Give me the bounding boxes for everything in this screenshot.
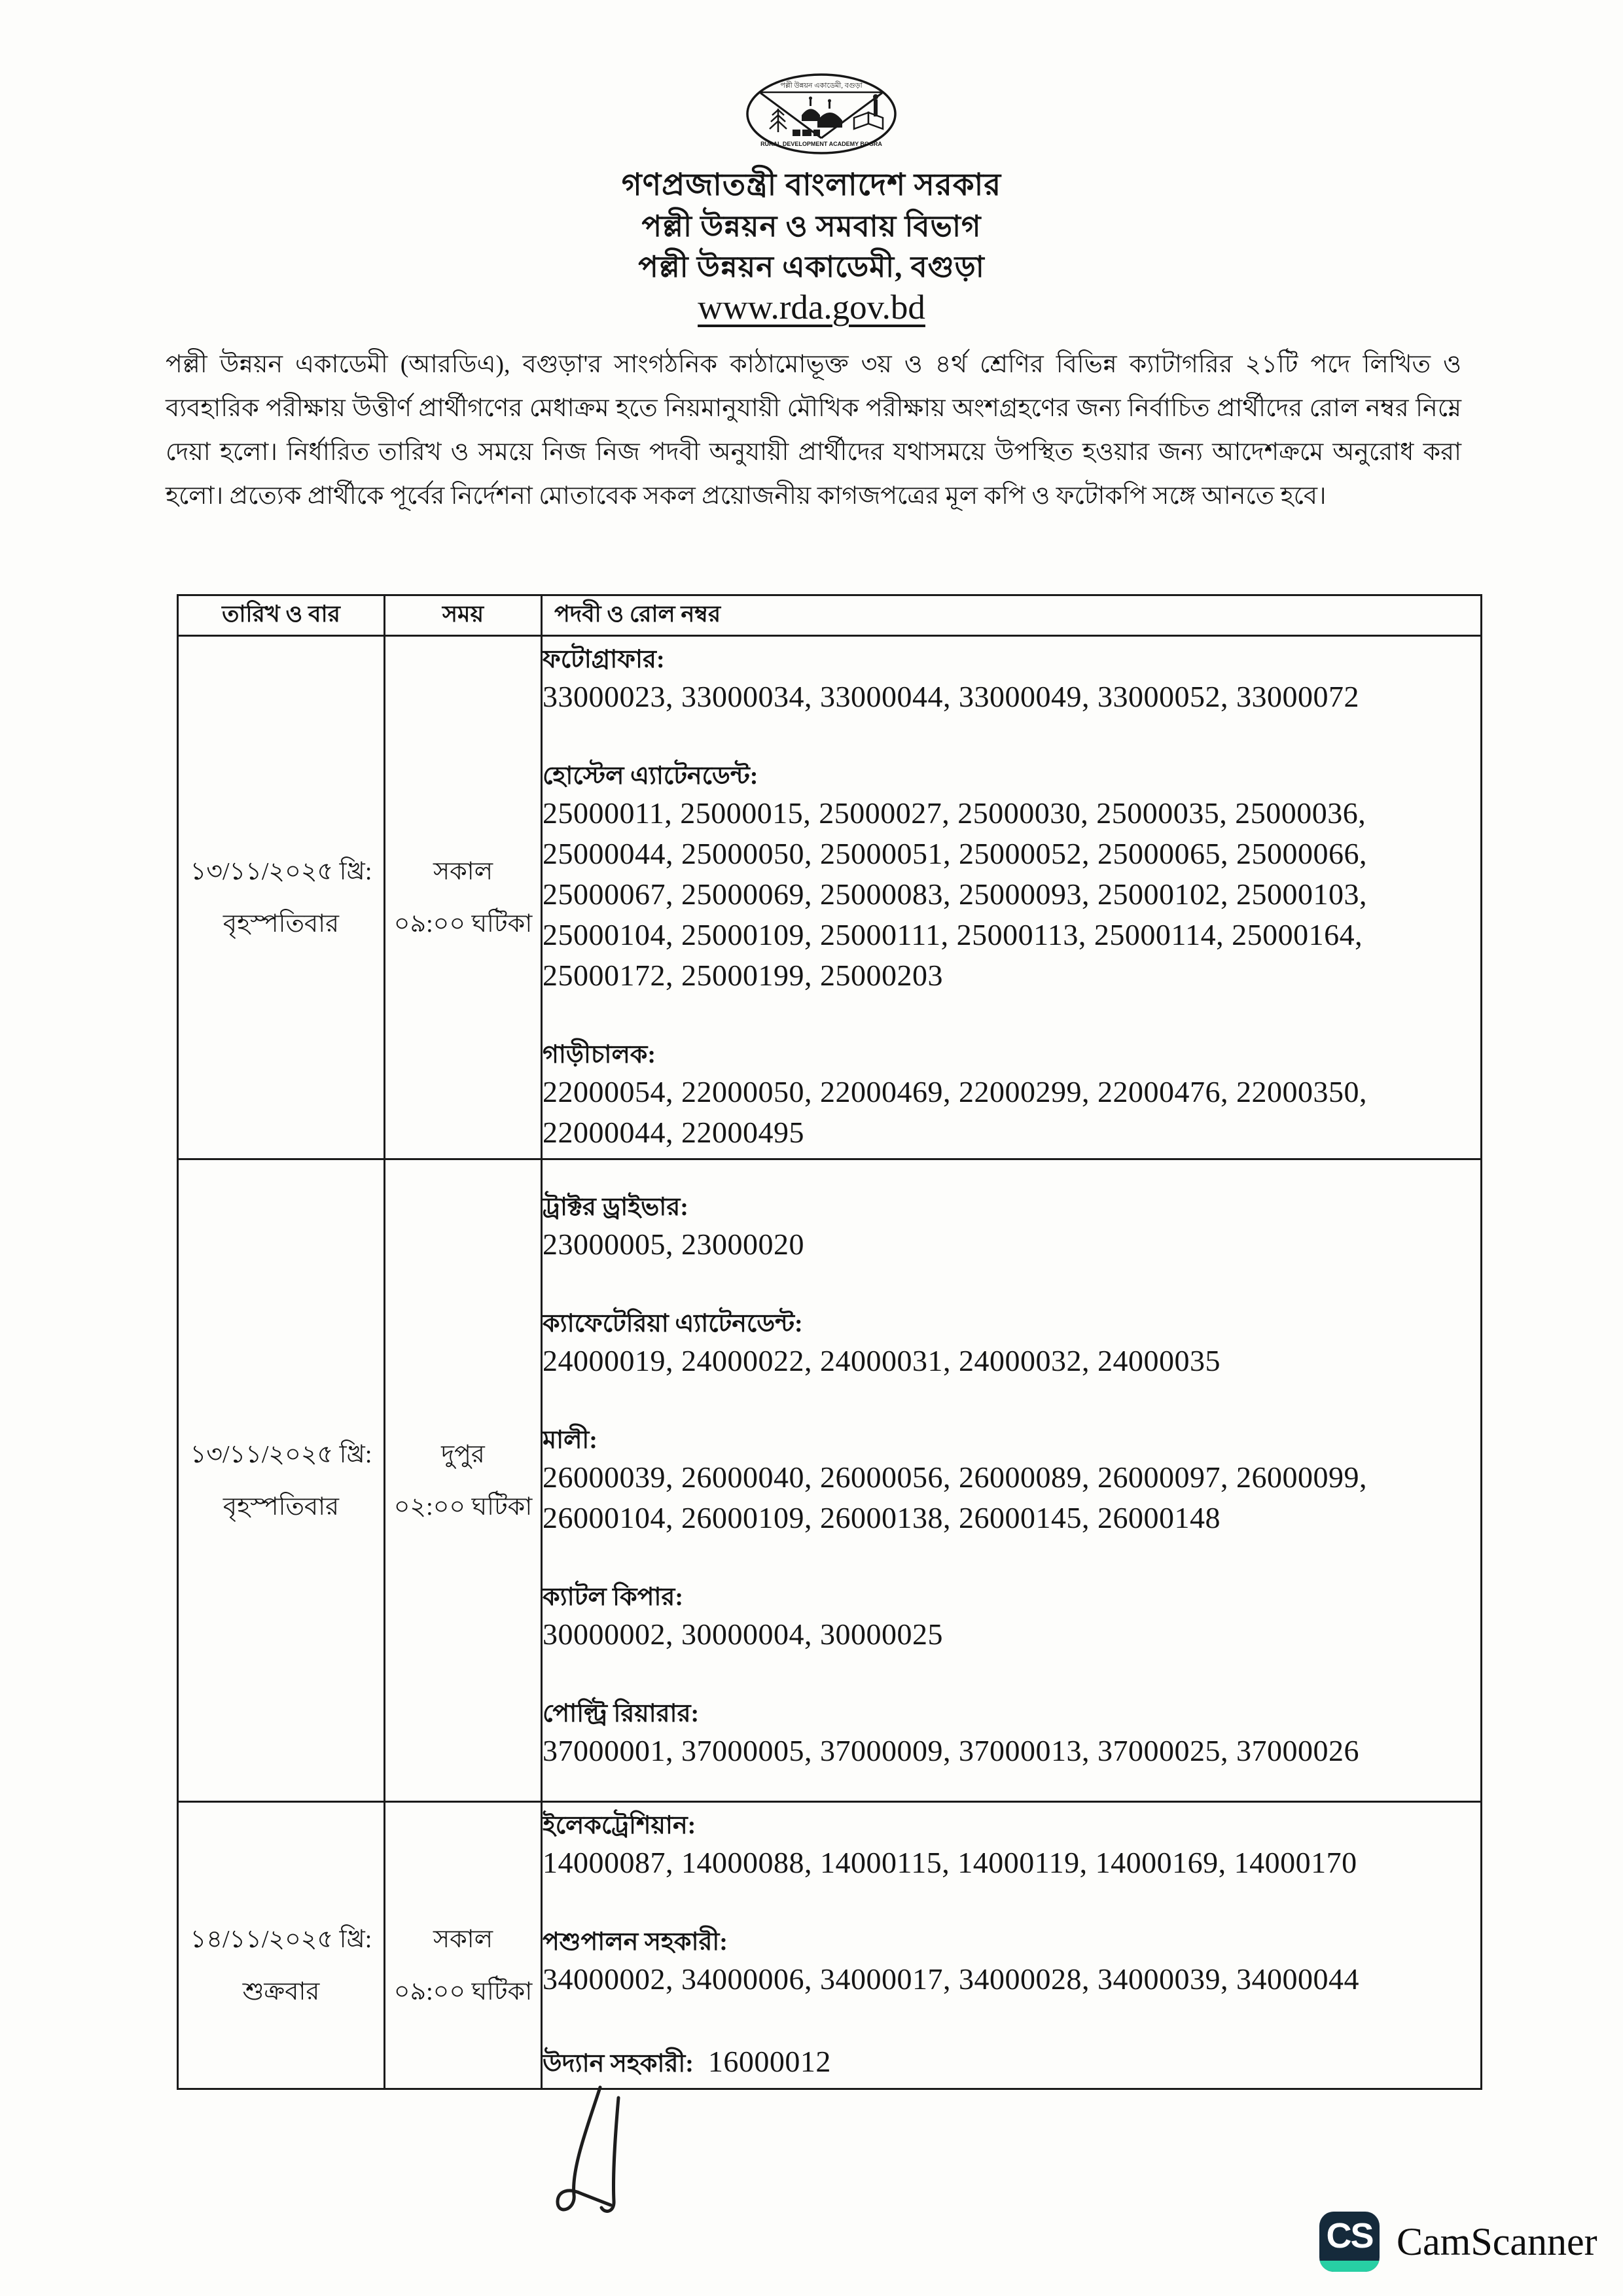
cs-letters: CS bbox=[1326, 2216, 1373, 2255]
section-rolls: 14000087, 14000088, 14000115, 14000119, 14000169, 14000170 bbox=[543, 1846, 1357, 1879]
section-title: উদ্যান সহকারী: bbox=[543, 2050, 694, 2077]
table-row bbox=[178, 636, 1482, 1159]
section-rolls: 25000011, 25000015, 25000027, 25000030, 25000035, 25000036, 25000044, 25000050, 25000051, 25000052, 25000065, 25000066, 25000067, 25000069, 25000083, 25000093, 25000102, 25000103, 25000104, 25000109, 25000111, 25000113, 25000114, 25000164, 25000172, 25000199, 25000203 bbox=[543, 796, 1367, 992]
header-date-day: তারিখ ও বার bbox=[178, 595, 385, 636]
intro-paragraph: পল্লী উন্নয়ন একাডেমী (আরডিএ), বগুড়া'র সাংগঠনিক কাঠামোভূক্ত ৩য় ও ৪র্থ শ্রেণির বিভিন্ন ক্যাটাগরির ২১টি পদে লিখিত ও ব্যবহারিক পরীক্ষায় উত্তীর্ণ প্রার্থীগণের মেধাক্রম হতে নিয়মানুযায়ী মৌখিক পরীক্ষায় অংশগ্রহণের জন্য নির্বাচিত প্রার্থীদের রোল নম্বর নিম্নে দেয়া হলো। নির্ধারিত তারিখ ও সময়ে নিজ নিজ পদবী অনুযায়ী প্রার্থীদের যথাসময়ে উপস্থিত হওয়ার জন্য আদেশক্রমে অনুরোধ করা হলো। প্রত্যেক প্রার্থীকে পূর্বের নির্দেশনা মোতাবেক সকল প্রয়োজনীয় কাগজপত্রের মূল কপি ও ফটোকপি সঙ্গে আনতে হবে। bbox=[166, 351, 1461, 510]
roll-section-gardener bbox=[543, 1423, 1480, 1538]
signature-icon bbox=[520, 2075, 638, 2233]
section-title: ক্যাফেটেরিয়া এ্যাটেনডেন্ট: bbox=[543, 1309, 803, 1337]
section-title: ট্রাক্টর ড্রাইভার: bbox=[543, 1193, 688, 1221]
section-rolls: 23000005, 23000020 bbox=[543, 1227, 804, 1261]
section-rolls: 22000054, 22000050, 22000469, 22000299, 22000476, 22000350, 22000044, 22000495 bbox=[543, 1074, 1367, 1149]
time-cell bbox=[385, 1802, 542, 2089]
time-value: ০৯:০০ ঘটিকা bbox=[393, 1978, 533, 2005]
roll-section-tractor-driver bbox=[543, 1190, 1480, 1265]
rolls-cell bbox=[542, 1802, 1482, 2089]
day-value: বৃহস্পতিবার bbox=[223, 1492, 340, 1521]
time-cell bbox=[385, 636, 542, 1159]
org-name-line2: পল্লী উন্নয়ন ও সমবায় বিভাগ bbox=[641, 210, 982, 243]
section-title: ক্যাটল কিপার: bbox=[543, 1583, 683, 1611]
day-value: শুক্রবার bbox=[242, 1978, 320, 2005]
date-value: ১৩/১১/২০২৫ খ্রি: bbox=[190, 1440, 372, 1468]
roll-section-hostel-attendant bbox=[543, 759, 1480, 996]
section-rolls: 34000002, 34000006, 34000017, 34000028, 34000039, 34000044 bbox=[543, 1962, 1359, 1996]
date-cell bbox=[178, 1159, 385, 1802]
section-rolls: 16000012 bbox=[707, 2045, 831, 2078]
section-rolls: 33000023, 33000034, 33000044, 33000049, 33000052, 33000072 bbox=[543, 679, 1359, 713]
logo-caption-bottom: RURAL DEVELOPMENT ACADEMY BOGRA bbox=[760, 141, 882, 147]
date-value: ১৪/১১/২০২৫ খ্রি: bbox=[190, 1926, 372, 1953]
signature-mark bbox=[520, 2075, 638, 2236]
section-rolls: 24000019, 24000022, 24000031, 24000032, 24000035 bbox=[543, 1343, 1221, 1377]
roll-section-poultry-rearer bbox=[543, 1697, 1480, 1771]
section-rolls: 30000002, 30000004, 30000025 bbox=[543, 1617, 943, 1651]
date-cell bbox=[178, 636, 385, 1159]
book-icon bbox=[854, 113, 883, 129]
table-row bbox=[178, 1159, 1482, 1802]
org-name-line3: পল্লী উন্নয়ন একাডেমী, বগুড়া bbox=[638, 251, 985, 283]
roll-section-horticulture-assistant bbox=[543, 2041, 1480, 2082]
section-title: হোস্টেল এ্যাটেনডেন্ট: bbox=[543, 762, 758, 790]
camscanner-label: CamScanner bbox=[1397, 2219, 1597, 2263]
section-title: পোল্ট্রি রিয়ারার: bbox=[543, 1699, 700, 1727]
time-value: ০২:০০ ঘটিকা bbox=[393, 1492, 533, 1521]
section-title: গাড়ীচালক: bbox=[543, 1040, 656, 1069]
time-label: দুপুর bbox=[441, 1440, 485, 1468]
date-cell bbox=[178, 1802, 385, 2089]
day-value: বৃহস্পতিবার bbox=[223, 910, 340, 938]
section-title: পশুপালন সহকারী: bbox=[543, 1928, 728, 1956]
time-label: সকাল bbox=[433, 857, 493, 885]
section-title: মালী: bbox=[543, 1426, 597, 1454]
roll-section-electrician bbox=[543, 1809, 1480, 1883]
logo-text-block bbox=[793, 130, 820, 136]
rda-logo bbox=[743, 72, 900, 158]
camscanner-logo-icon bbox=[1319, 2212, 1380, 2272]
section-rolls: 37000001, 37000005, 37000009, 37000013, 37000025, 37000026 bbox=[543, 1733, 1359, 1767]
table-row bbox=[178, 1802, 1482, 2089]
time-cell bbox=[385, 1159, 542, 1802]
figure-icon bbox=[873, 94, 878, 116]
interview-schedule-table bbox=[177, 594, 1482, 2090]
date-value: ১৩/১১/২০২৫ খ্রি: bbox=[190, 857, 372, 885]
org-name-line1: গণপ্রজাতন্ত্রী বাংলাদেশ সরকার bbox=[621, 168, 1002, 202]
section-title: ইলেকট্রেশিয়ান: bbox=[543, 1812, 696, 1839]
header-time: সময় bbox=[385, 595, 542, 636]
rolls-cell bbox=[542, 636, 1482, 1159]
roll-section-livestock-assistant bbox=[543, 1925, 1480, 2000]
header-position-roll: পদবী ও রোল নম্বর bbox=[542, 595, 1482, 636]
camscanner-watermark bbox=[1319, 2212, 1597, 2272]
rolls-cell bbox=[542, 1159, 1482, 1802]
roll-section-cattle-keeper bbox=[543, 1580, 1480, 1655]
website-link: www.rda.gov.bd bbox=[698, 289, 925, 327]
roll-section-photographer bbox=[543, 643, 1480, 717]
section-title: ফটোগ্রাফার: bbox=[543, 645, 665, 673]
logo-caption-top: পল্লী উন্নয়ন একাডেমী, বগুড়া bbox=[780, 82, 863, 90]
roll-section-cafeteria-attendant bbox=[543, 1307, 1480, 1381]
time-value: ০৯:০০ ঘটিকা bbox=[393, 910, 533, 938]
cs-teal-strip bbox=[1319, 2261, 1380, 2272]
roll-section-driver bbox=[543, 1038, 1480, 1153]
buildings-icon bbox=[802, 97, 842, 128]
table-header-row bbox=[178, 595, 1482, 636]
rda-emblem-icon bbox=[743, 72, 900, 158]
time-label: সকাল bbox=[433, 1926, 493, 1953]
section-rolls: 26000039, 26000040, 26000056, 26000089, 26000097, 26000099, 26000104, 26000109, 26000138, 26000145, 26000148 bbox=[543, 1460, 1367, 1534]
tree-icon bbox=[770, 109, 787, 132]
